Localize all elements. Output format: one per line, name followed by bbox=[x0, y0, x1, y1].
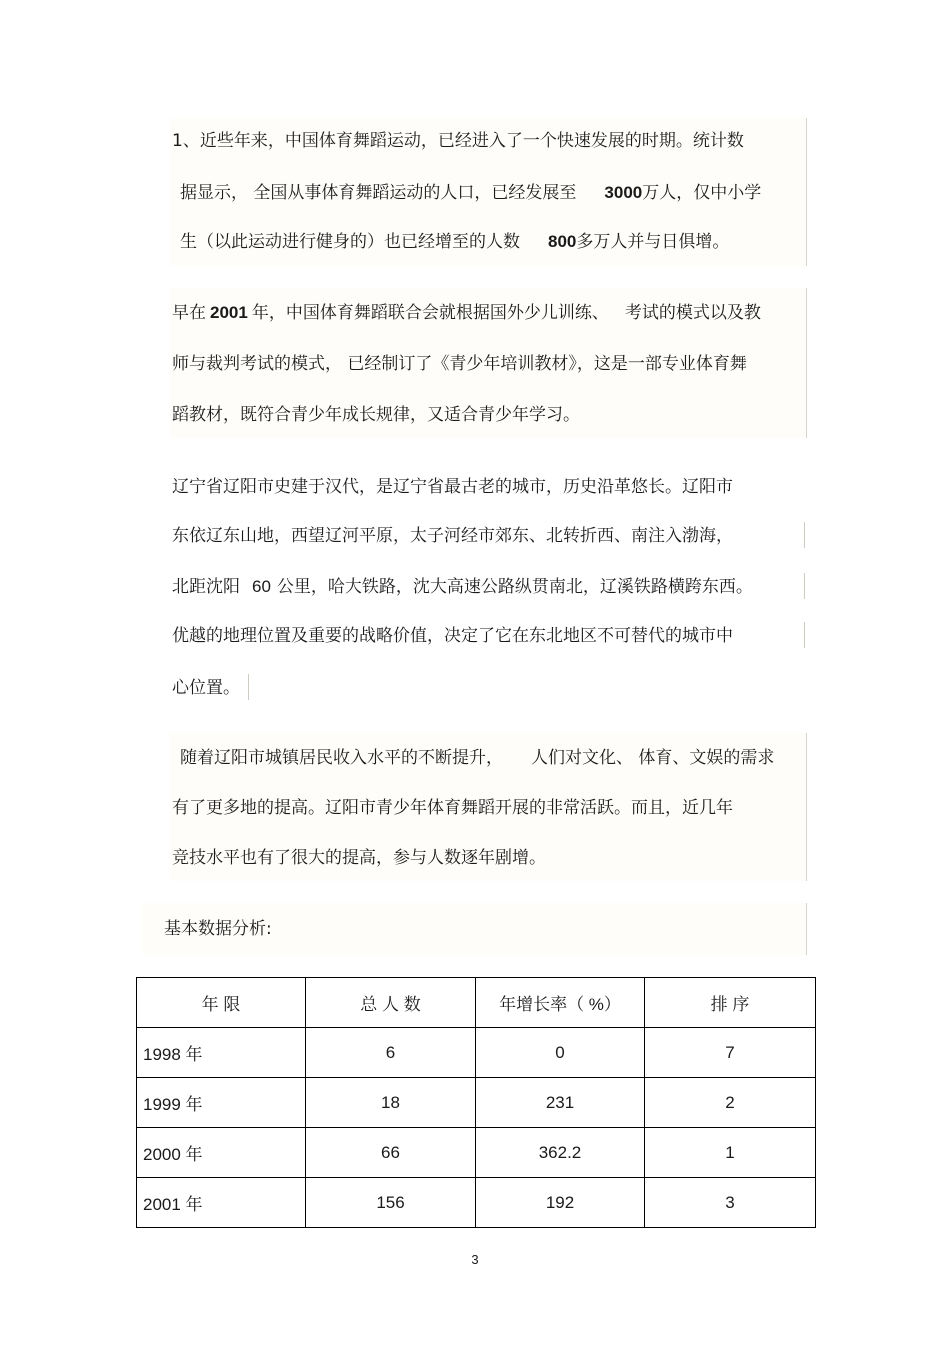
paragraph-4-line-2: 有了更多地的提高。辽阳市青少年体育舞蹈开展的非常活跃。而且，近几年 bbox=[172, 798, 733, 818]
table-row bbox=[137, 1078, 816, 1128]
header-rank: 排 序 bbox=[645, 978, 816, 1028]
paragraph-4-line-3: 竞技水平也有了很大的提高，参与人数逐年剧增。 bbox=[172, 848, 546, 868]
data-table bbox=[136, 977, 816, 1228]
p1-number-800: 800 bbox=[548, 232, 577, 251]
paragraph-2-line-2: 师与裁判考试的模式， 已经制订了《青少年培训教材》，这是一部专业体育舞 bbox=[172, 354, 747, 374]
paragraph-1-line-1: 1、近些年来，中国体育舞蹈运动，已经进入了一个快速发展的时期。统计数 bbox=[172, 131, 744, 151]
table-row bbox=[137, 1178, 816, 1228]
cell-year: 1999 年 bbox=[137, 1078, 306, 1128]
p1-text: 多万人并与日俱增。 bbox=[576, 232, 730, 252]
paragraph-2-line-1 bbox=[172, 301, 761, 325]
header-total: 总 人 数 bbox=[306, 978, 476, 1028]
p1-text: 据显示， 全国从事体育舞蹈运动的人口，已经发展至 bbox=[180, 183, 577, 203]
cell-total: 18 bbox=[306, 1078, 476, 1128]
margin-bar bbox=[804, 622, 805, 648]
cell-rate: 231 bbox=[476, 1078, 645, 1128]
cell-year: 2001 年 bbox=[137, 1178, 306, 1228]
margin-bar bbox=[804, 573, 805, 599]
paragraph-3-line-4: 优越的地理位置及重要的战略价值，决定了它在东北地区不可替代的城市中 bbox=[172, 626, 733, 646]
p3-number-60: 60 bbox=[252, 577, 271, 596]
table-header-row bbox=[137, 978, 816, 1028]
p3-text: 北距沈阳 bbox=[172, 577, 240, 597]
header-year: 年 限 bbox=[137, 978, 306, 1028]
p2-text: 考试的模式以及教 bbox=[624, 303, 761, 323]
table-row bbox=[137, 1128, 816, 1178]
cell-rank: 2 bbox=[645, 1078, 816, 1128]
cell-year: 1998 年 bbox=[137, 1028, 306, 1078]
cell-year: 2000 年 bbox=[137, 1128, 306, 1178]
p1-text: 生（以此运动进行健身的）也已经增至的人数 bbox=[180, 232, 520, 252]
p4-text: 随着辽阳市城镇居民收入水平的不断提升， bbox=[180, 748, 503, 768]
p2-text: 早在 bbox=[172, 303, 206, 323]
p4-text: 人们对文化、 体育、文娱的需求 bbox=[531, 748, 775, 768]
cell-total: 66 bbox=[306, 1128, 476, 1178]
p3-text: 公里，哈大铁路，沈大高速公路纵贯南北，辽溪铁路横跨东西。 bbox=[276, 577, 753, 597]
cell-total: 6 bbox=[306, 1028, 476, 1078]
margin-bar bbox=[804, 522, 805, 548]
paragraph-2-line-3: 蹈教材，既符合青少年成长规律，又适合青少年学习。 bbox=[172, 405, 580, 425]
paragraph-3-line-2: 东依辽东山地，西望辽河平原，太子河经市郊东、北转折西、南注入渤海， bbox=[172, 526, 733, 546]
paragraph-4-line-1 bbox=[180, 746, 774, 770]
cell-rate: 0 bbox=[476, 1028, 645, 1078]
cell-rate: 192 bbox=[476, 1178, 645, 1228]
paragraph-3-line-3 bbox=[172, 575, 753, 599]
paragraph-3-line-5: 心位置。 bbox=[172, 678, 240, 698]
p1-number-3000: 3000 bbox=[604, 183, 643, 202]
p1-text: 万人，仅中小学 bbox=[642, 183, 762, 203]
paragraph-1-line-3 bbox=[180, 230, 729, 254]
section-heading: 基本数据分析: bbox=[164, 919, 272, 939]
cell-rank: 7 bbox=[645, 1028, 816, 1078]
paragraph-3-line-1: 辽宁省辽阳市史建于汉代，是辽宁省最古老的城市，历史沿革悠长。辽阳市 bbox=[172, 477, 733, 497]
header-growth-rate: 年增长率（ %） bbox=[476, 978, 645, 1028]
cell-rank: 1 bbox=[645, 1128, 816, 1178]
page-number: 3 bbox=[471, 1252, 479, 1267]
paragraph-1-line-2 bbox=[180, 181, 761, 205]
p2-text: 年，中国体育舞蹈联合会就根据国外少儿训练、 bbox=[251, 303, 609, 323]
p2-year-2001: 2001 bbox=[210, 303, 248, 322]
cell-rate: 362.2 bbox=[476, 1128, 645, 1178]
margin-bar bbox=[248, 674, 249, 700]
cell-total: 156 bbox=[306, 1178, 476, 1228]
cell-rank: 3 bbox=[645, 1178, 816, 1228]
table-row bbox=[137, 1028, 816, 1078]
